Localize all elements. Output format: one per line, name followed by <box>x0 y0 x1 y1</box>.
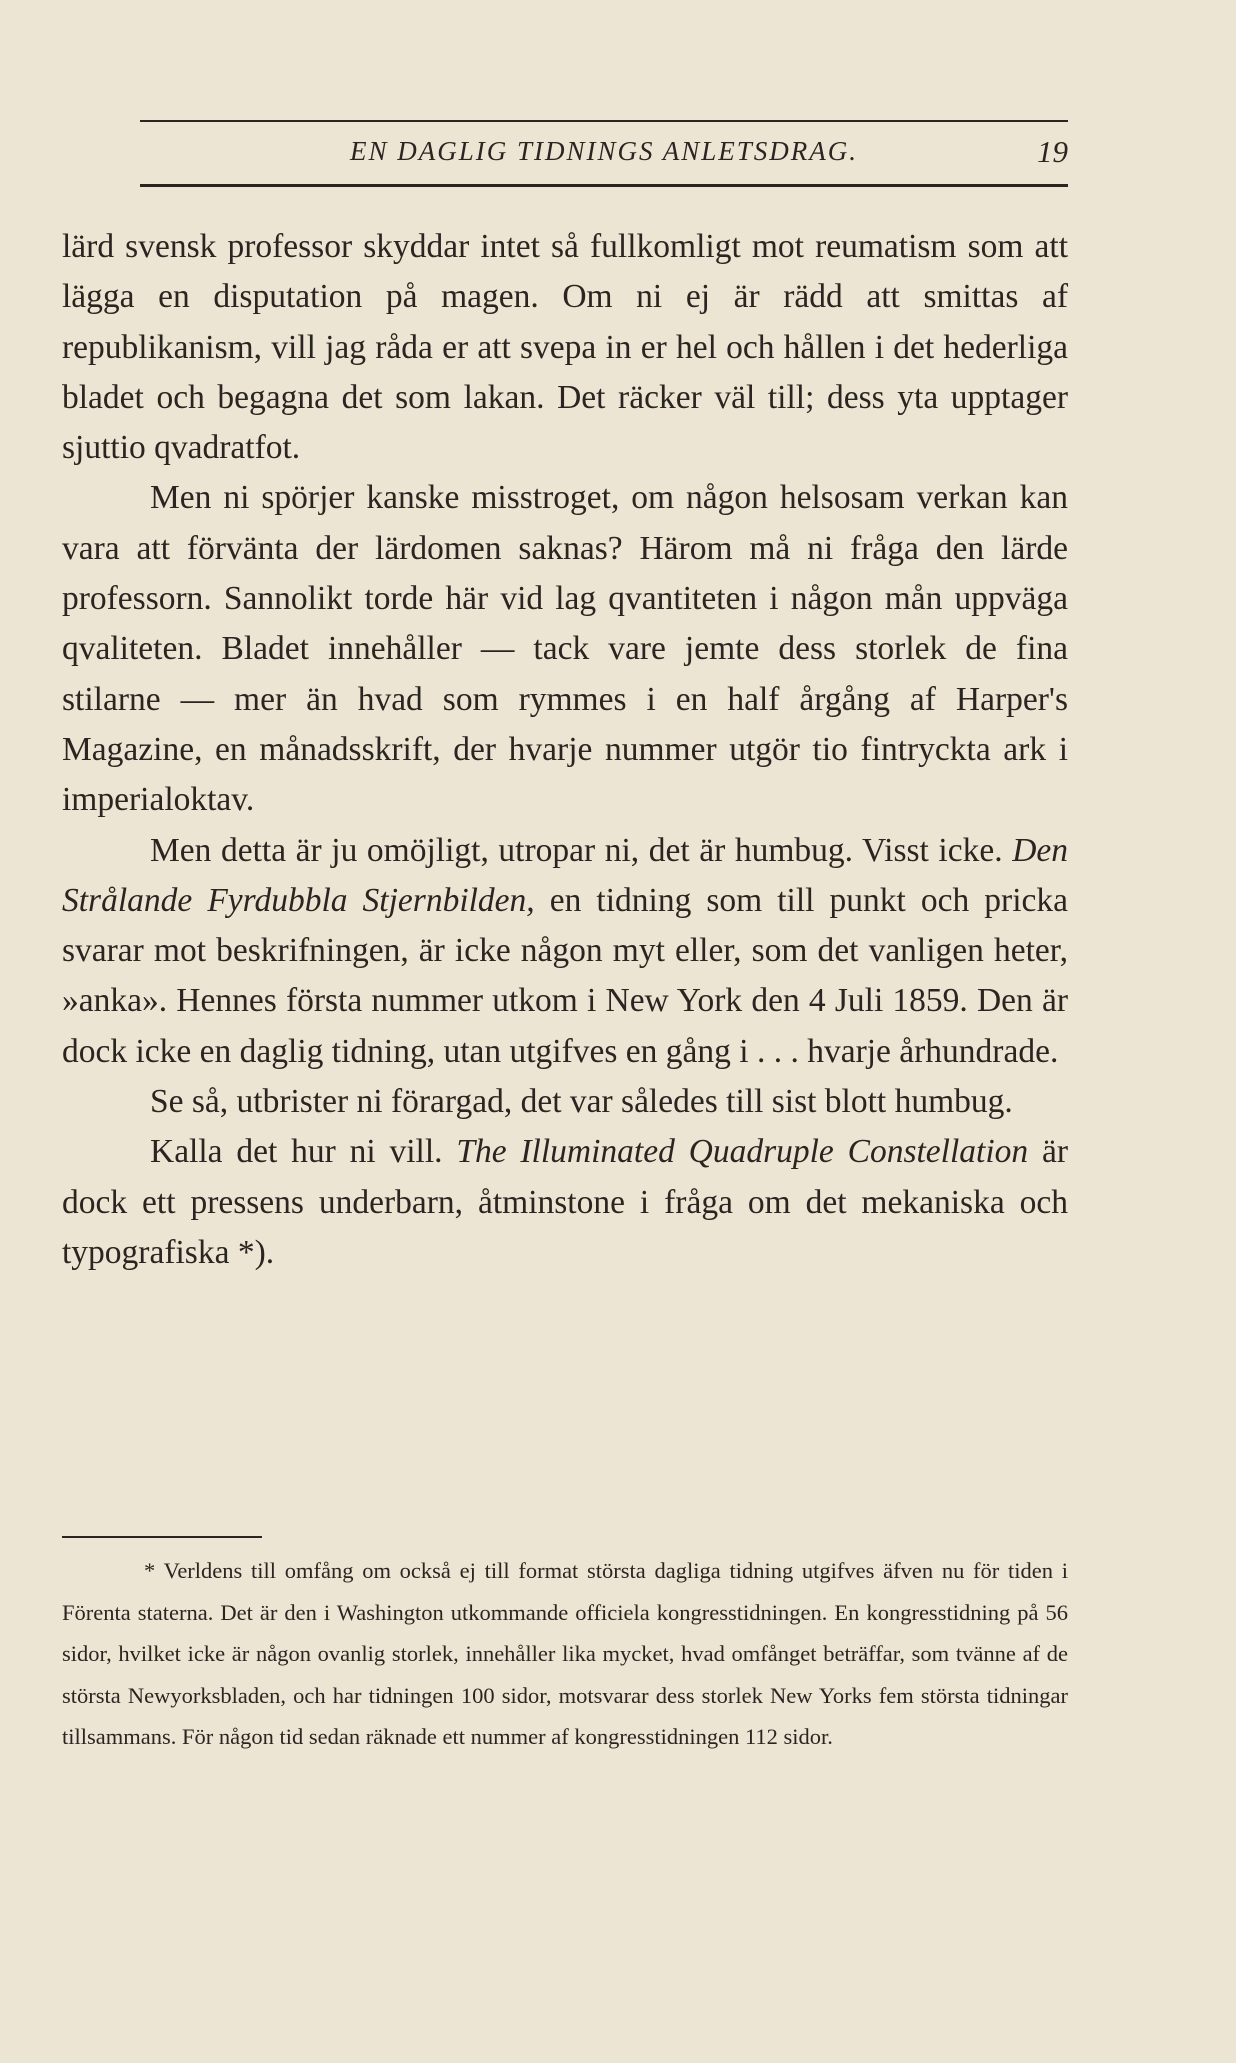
top-rule <box>140 120 1068 122</box>
running-head <box>140 132 1068 176</box>
header-rule <box>140 184 1068 187</box>
footnotes <box>62 1550 1068 1758</box>
running-title: EN DAGLIG TIDNINGS ANLETSDRAG. <box>349 136 859 166</box>
paragraph-5 <box>62 1127 1068 1278</box>
paragraph-5-text-a: Kalla det hur ni vill. <box>150 1133 457 1171</box>
paragraph-5-text-b: är dock ett pressens underbarn, åtminstone i fråga om det mekaniska och typografiska *). <box>62 1133 1068 1271</box>
paragraph-2: Men ni spörjer kanske misstroget, om någon helsosam verkan kan vara att förvänta der lärdomen saknas? Härom må ni fråga den lärde professorn. Sannolikt torde här vid lag qvantiteten i någon mån uppväga qvaliteten. Bladet innehåller — tack vare jemte dess storlek de fina stilarne — mer än hvad som rymmes i en half årgång af Harper's Magazine, en månadsskrift, der hvarje nummer utgör tio fintryckta ark i imperialoktav. <box>62 479 1068 819</box>
footnote: * Verldens till omfång om också ej till format största dagliga tidning utgifves äfven nu för tiden i Förenta staterna. Det är den i Washington utkommande officiela kongresstidningen. En kongresstidning på 56 sidor, hvilket icke är någon ovanlig storlek, innehåller lika mycket, hvad omfånget beträffar, som tvänne af de största Newyorksbladen, och har tidningen 100 sidor, motsvarar dess storlek New Yorks fem största tidningar tillsammans. För någon tid sedan räknade ett nummer af kongresstidningen 112 sidor. <box>62 1558 1068 1749</box>
paragraph-3-text-a: Men detta är ju omöjligt, utropar ni, det är humbug. Visst icke. <box>150 831 1013 869</box>
paragraph-3 <box>62 826 1068 1077</box>
paragraph-3-text-b: en tidning som till punkt och pricka svarar mot beskrifningen, är icke någon myt eller, som det vanligen heter, »anka». Hennes första nummer utkom i New York den 4 Juli 1859. Den är dock icke en daglig tidning, utan utgifves en gång i . . . hvarje århundrade. <box>62 881 1068 1070</box>
page-number: 19 <box>1037 134 1068 169</box>
paragraph-3-italic-title: Den Strålande Fyrdubbla Stjernbilden, <box>62 831 1068 919</box>
paragraph-5-italic-title: The Illuminated Quadruple Constellation <box>456 1133 1029 1171</box>
footnote-rule <box>62 1536 262 1538</box>
paragraph-4: Se så, utbrister ni förargad, det var således till sist blott humbug. <box>150 1083 1013 1121</box>
body-text <box>62 222 1068 1278</box>
paragraph-1: lärd svensk professor skyddar intet så fullkomligt mot reumatism som att lägga en disputation på magen. Om ni ej är rädd att smittas af republikanism, vill jag råda er att svepa in er hel och hållen i det hederliga bladet och begagna det som lakan. Det räcker väl till; dess yta upptager sjuttio qvadratfot. <box>62 228 1068 467</box>
